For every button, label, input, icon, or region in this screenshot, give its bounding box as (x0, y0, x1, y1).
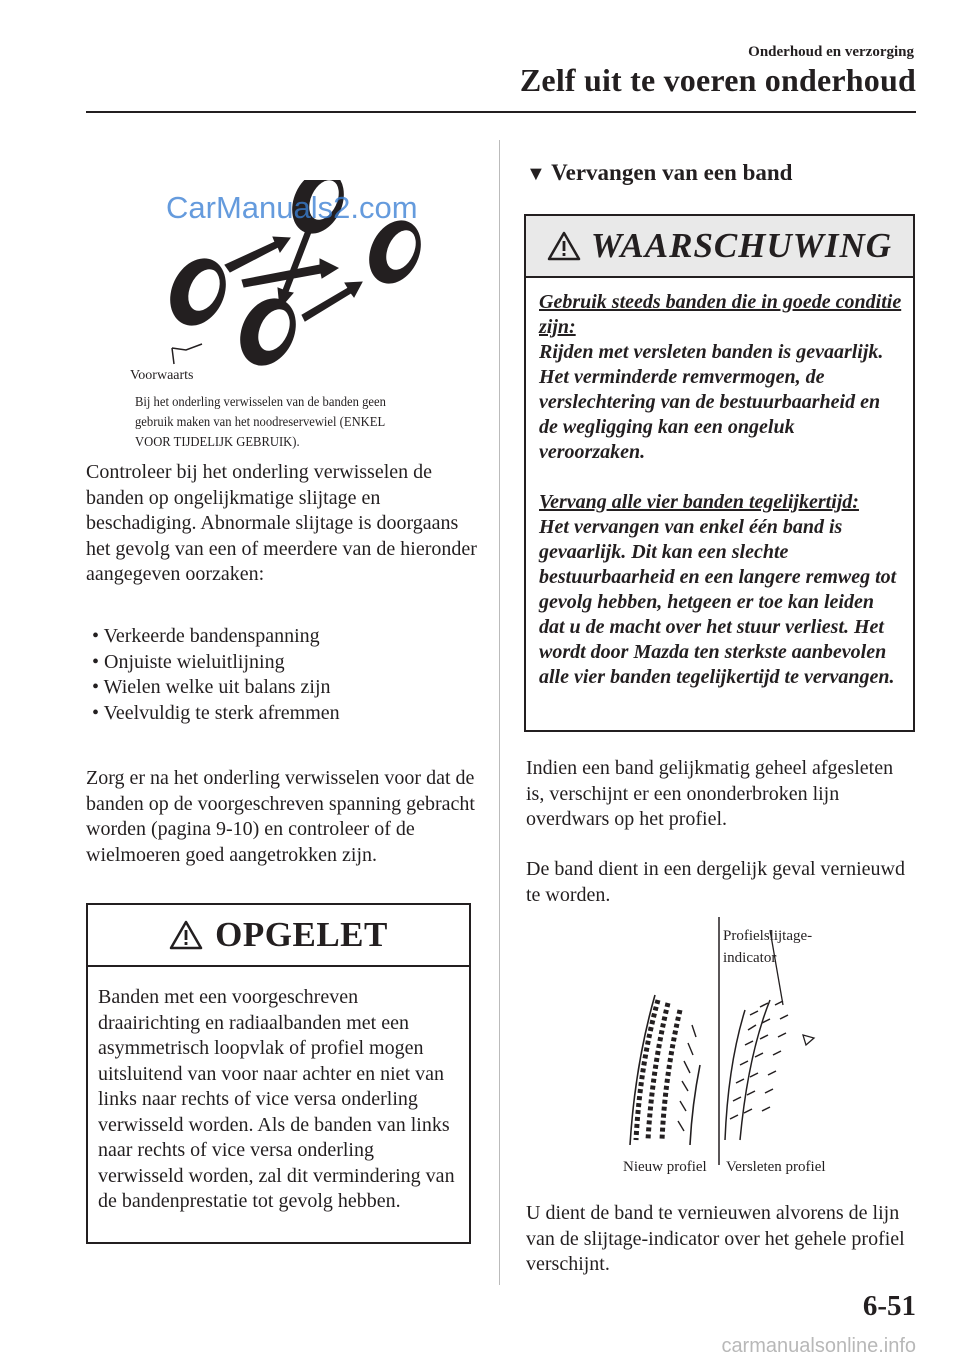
after-paragraph: Zorg er na het onderling verwisselen voor dat de banden op de voorgeschreven spanning gebracht worden (pagina 9-10) en controleer of de wielmoeren goed aangetrokken zijn. (86, 767, 475, 866)
header-rule (86, 111, 916, 113)
warning-heading-1: Gebruik steeds banden die in goede conditie zijn: (539, 291, 902, 338)
watermark: CarManuals2.com (166, 190, 418, 225)
intro-paragraph: Controleer bij het onderling verwisselen de banden op ongelijkmatige slijtage en beschadiging. Abnormale slijtage is doorgaans het gevolg van een of meerdere van de hieronder aangegeven oorzaken: (86, 461, 477, 585)
arrow-icon (225, 237, 290, 272)
tire-icon (230, 289, 307, 374)
forward-direction-icon (172, 344, 202, 364)
indicator-label (723, 925, 812, 969)
final-paragraph: U dient de band te vernieuwen alvorens de lijn van de slijtage-indicator over het gehele profiel verschijnt. (526, 1202, 905, 1275)
section-heading-text: Vervangen van een band (551, 160, 793, 185)
section-heading (526, 160, 792, 186)
warning-heading-2: Vervang alle vier banden tegelijkertijd: (539, 491, 859, 513)
warning-body (526, 278, 913, 690)
caution-text: Banden met een voorgeschreven draairichting en radiaalbanden met een asymmetrisch loopvlak of profiel mogen uitsluitend van voor naar achter en niet van links naar rechts of vice versa onderling verwisseld worden. Als de banden van links naar rechts of vice versa onderling verwisseld worden, zal dit vermindering van de bandenprestatie tot gevolg hebben. (98, 986, 455, 1212)
caution-box (86, 903, 471, 1244)
warning-header (526, 216, 913, 278)
warning-triangle-icon (547, 231, 581, 261)
list-item: • Wielen welke uit balans zijn (92, 675, 340, 701)
worn-tread-label: Versleten profiel (726, 1159, 826, 1175)
caution-header (88, 905, 469, 967)
warning-title: WAARSCHUWING (590, 226, 893, 265)
list-item: • Onjuiste wieluitlijning (92, 650, 340, 676)
figure1-caption: Bij het onderling verwisselen van de banden geen gebruik maken van het noodreservewiel (ENKEL VOOR TIJDELIJK GEBRUIK). (135, 395, 386, 450)
warning-text-2: Het vervangen van enkel één band is gevaarlijk. Dit kan een slechte bestuurbaarheid en een langere remweg tot gevolg hebben, hetgeen er toe kan leiden dat u de macht over het stuur verliest. Het wordt door Mazda ten sterkste aanbevolen alle vier banden tegelijkertijd te vervangen. (539, 516, 897, 688)
warning-triangle-icon (169, 920, 203, 950)
new-tread-icon (630, 995, 700, 1145)
section-triangle-icon: ▼ (526, 163, 546, 185)
caution-title: OPGELET (215, 915, 388, 954)
arrow-icon (302, 282, 362, 321)
footer-watermark: carmanualsonline.info (721, 1335, 916, 1357)
page-number: 6-51 (862, 1290, 916, 1322)
tire-icon (160, 249, 237, 334)
page-title: Zelf uit te voeren onderhoud (519, 62, 916, 98)
list-item: • Verkeerde bandenspanning (92, 624, 340, 650)
indicator-label-line2: indicator (723, 950, 777, 966)
replace-paragraph: De band dient in een dergelijk geval vernieuwd te worden. (526, 858, 905, 906)
warning-text-1: Rijden met versleten banden is gevaarlijk. Het verminderde remvermogen, de verslechtering van de bestuurbaarheid en de wegligging kan een ongeluk veroorzaken. (539, 341, 884, 463)
column-divider (499, 140, 500, 1285)
warning-box (524, 214, 915, 732)
wear-paragraph: Indien een band gelijkmatig geheel afgesleten is, verschijnt er een ononderbroken lijn overdwars op het profiel. (526, 757, 894, 830)
new-tread-label: Nieuw profiel (623, 1159, 707, 1175)
header-section: Onderhoud en verzorging (748, 44, 914, 60)
indicator-label-line1: Profielslijtage- (723, 928, 813, 944)
list-item: • Veelvuldig te sterk afremmen (92, 701, 340, 727)
forward-label: Voorwaarts (130, 368, 194, 383)
causes-list (92, 624, 340, 726)
